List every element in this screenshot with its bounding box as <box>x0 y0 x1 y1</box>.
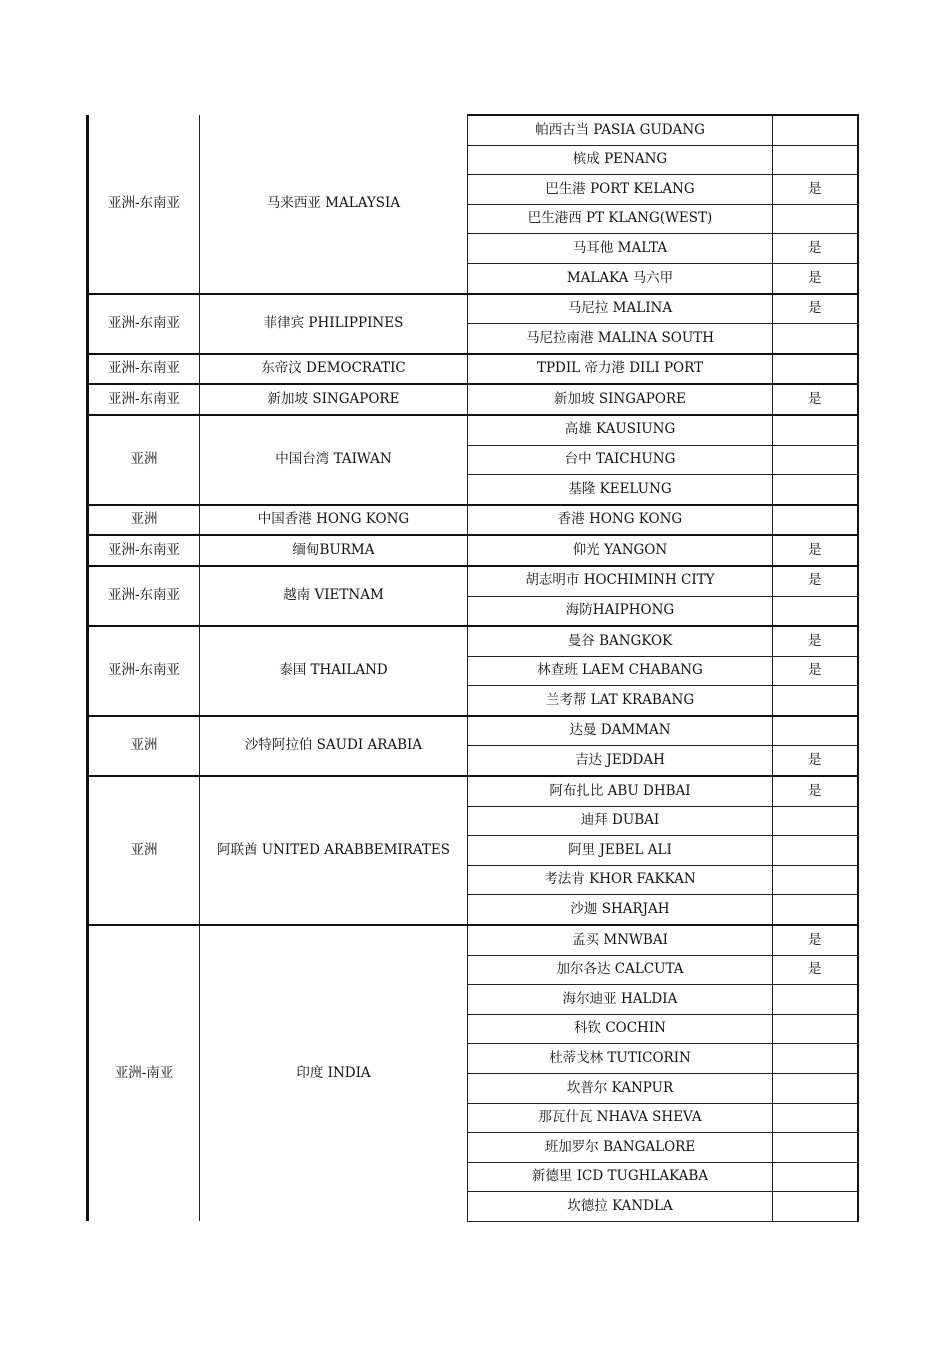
table-row <box>88 415 858 445</box>
flag-cell <box>773 1133 858 1163</box>
region-cell: 亚洲 <box>88 505 200 536</box>
port-name-cell: 班加罗尔 BANGALORE <box>468 1133 773 1163</box>
country-cell: 东帝汶 DEMOCRATIC <box>200 354 468 385</box>
country-cell: 菲律宾 PHILIPPINES <box>200 294 468 354</box>
port-name-cell: 仰光 YANGON <box>468 535 773 566</box>
country-cell: 印度 INDIA <box>200 925 468 1221</box>
region-cell: 亚洲-东南亚 <box>88 626 200 716</box>
flag-cell <box>773 1192 858 1222</box>
port-name-cell: 达曼 DAMMAN <box>468 716 773 746</box>
port-name-cell: 海尔迪亚 HALDIA <box>468 985 773 1015</box>
country-cell: 阿联酋 UNITED ARABBEMIRATES <box>200 776 468 925</box>
port-name-cell: 那瓦什瓦 NHAVA SHEVA <box>468 1103 773 1133</box>
country-cell: 新加坡 SINGAPORE <box>200 384 468 415</box>
table-row <box>88 535 858 566</box>
flag-cell <box>773 445 858 475</box>
region-cell: 亚洲-东南亚 <box>88 354 200 385</box>
region-cell: 亚洲-东南亚 <box>88 115 200 294</box>
port-name-cell: 马耳他 MALTA <box>468 234 773 264</box>
port-name-cell: 马尼拉南港 MALINA SOUTH <box>468 324 773 354</box>
flag-cell <box>773 415 858 445</box>
flag-cell <box>773 505 858 536</box>
port-name-cell: 巴生港西 PT KLANG(WEST) <box>468 204 773 234</box>
flag-cell: 是 <box>773 626 858 656</box>
port-name-cell: 迪拜 DUBAI <box>468 806 773 836</box>
table-row <box>88 925 858 955</box>
port-name-cell: 考法肯 KHOR FAKKAN <box>468 865 773 895</box>
port-name-cell: 兰考帮 LAT KRABANG <box>468 686 773 716</box>
port-table-body <box>88 115 858 1221</box>
port-name-cell: 吉达 JEDDAH <box>468 746 773 776</box>
port-name-cell: 阿布扎比 ABU DHBAI <box>468 776 773 806</box>
region-cell: 亚洲-东南亚 <box>88 294 200 354</box>
flag-cell: 是 <box>773 776 858 806</box>
port-name-cell: 沙迦 SHARJAH <box>468 895 773 925</box>
port-name-cell: 基隆 KEELUNG <box>468 475 773 505</box>
flag-cell <box>773 686 858 716</box>
table-row <box>88 776 858 806</box>
flag-cell <box>773 204 858 234</box>
port-table <box>86 114 859 1222</box>
port-name-cell: 杜蒂戈林 TUTICORIN <box>468 1044 773 1074</box>
flag-cell <box>773 1103 858 1133</box>
flag-cell <box>773 475 858 505</box>
flag-cell: 是 <box>773 294 858 324</box>
country-cell: 泰国 THAILAND <box>200 626 468 716</box>
region-cell: 亚洲 <box>88 716 200 776</box>
port-name-cell: 新加坡 SINGAPORE <box>468 384 773 415</box>
port-name-cell: 海防HAIPHONG <box>468 596 773 626</box>
port-name-cell: 阿里 JEBEL ALI <box>468 836 773 866</box>
flag-cell <box>773 596 858 626</box>
country-cell: 缅甸BURMA <box>200 535 468 566</box>
table-row <box>88 384 858 415</box>
port-name-cell: 胡志明市 HOCHIMINH CITY <box>468 566 773 596</box>
flag-cell: 是 <box>773 925 858 955</box>
region-cell: 亚洲 <box>88 415 200 505</box>
flag-cell <box>773 354 858 385</box>
port-name-cell: 新德里 ICD TUGHLAKABA <box>468 1162 773 1192</box>
flag-cell: 是 <box>773 234 858 264</box>
port-name-cell: TPDIL 帝力港 DILI PORT <box>468 354 773 385</box>
table-row <box>88 294 858 324</box>
port-name-cell: 科钦 COCHIN <box>468 1014 773 1044</box>
port-name-cell: MALAKA 马六甲 <box>468 263 773 293</box>
table-row <box>88 115 858 145</box>
port-name-cell: 曼谷 BANGKOK <box>468 626 773 656</box>
flag-cell <box>773 716 858 746</box>
flag-cell: 是 <box>773 263 858 293</box>
table-row <box>88 505 858 536</box>
port-name-cell: 坎德拉 KANDLA <box>468 1192 773 1222</box>
flag-cell: 是 <box>773 656 858 686</box>
flag-cell <box>773 985 858 1015</box>
port-name-cell: 帕西古当 PASIA GUDANG <box>468 115 773 145</box>
country-cell: 中国香港 HONG KONG <box>200 505 468 536</box>
country-cell: 中国台湾 TAIWAN <box>200 415 468 505</box>
country-cell: 越南 VIETNAM <box>200 566 468 626</box>
region-cell: 亚洲-东南亚 <box>88 384 200 415</box>
flag-cell: 是 <box>773 175 858 205</box>
flag-cell <box>773 145 858 175</box>
table-row <box>88 354 858 385</box>
flag-cell: 是 <box>773 535 858 566</box>
port-name-cell: 孟买 MNWBAI <box>468 925 773 955</box>
flag-cell: 是 <box>773 746 858 776</box>
flag-cell <box>773 1044 858 1074</box>
flag-cell: 是 <box>773 955 858 985</box>
country-cell: 沙特阿拉伯 SAUDI ARABIA <box>200 716 468 776</box>
region-cell: 亚洲 <box>88 776 200 925</box>
flag-cell <box>773 1162 858 1192</box>
region-cell: 亚洲-东南亚 <box>88 535 200 566</box>
port-name-cell: 槟成 PENANG <box>468 145 773 175</box>
table-row <box>88 566 858 596</box>
flag-cell <box>773 1014 858 1044</box>
port-name-cell: 马尼拉 MALINA <box>468 294 773 324</box>
port-name-cell: 加尔各达 CALCUTA <box>468 955 773 985</box>
port-name-cell: 高雄 KAUSIUNG <box>468 415 773 445</box>
port-name-cell: 林查班 LAEM CHABANG <box>468 656 773 686</box>
region-cell: 亚洲-东南亚 <box>88 566 200 626</box>
flag-cell <box>773 806 858 836</box>
port-name-cell: 台中 TAICHUNG <box>468 445 773 475</box>
port-table-container <box>86 114 856 1222</box>
table-row <box>88 716 858 746</box>
flag-cell <box>773 895 858 925</box>
port-name-cell: 香港 HONG KONG <box>468 505 773 536</box>
flag-cell: 是 <box>773 384 858 415</box>
table-row <box>88 626 858 656</box>
flag-cell <box>773 836 858 866</box>
flag-cell: 是 <box>773 566 858 596</box>
flag-cell <box>773 324 858 354</box>
port-name-cell: 巴生港 PORT KELANG <box>468 175 773 205</box>
flag-cell <box>773 865 858 895</box>
flag-cell <box>773 115 858 145</box>
port-name-cell: 坎普尔 KANPUR <box>468 1074 773 1104</box>
region-cell: 亚洲-南亚 <box>88 925 200 1221</box>
country-cell: 马来西亚 MALAYSIA <box>200 115 468 294</box>
flag-cell <box>773 1074 858 1104</box>
